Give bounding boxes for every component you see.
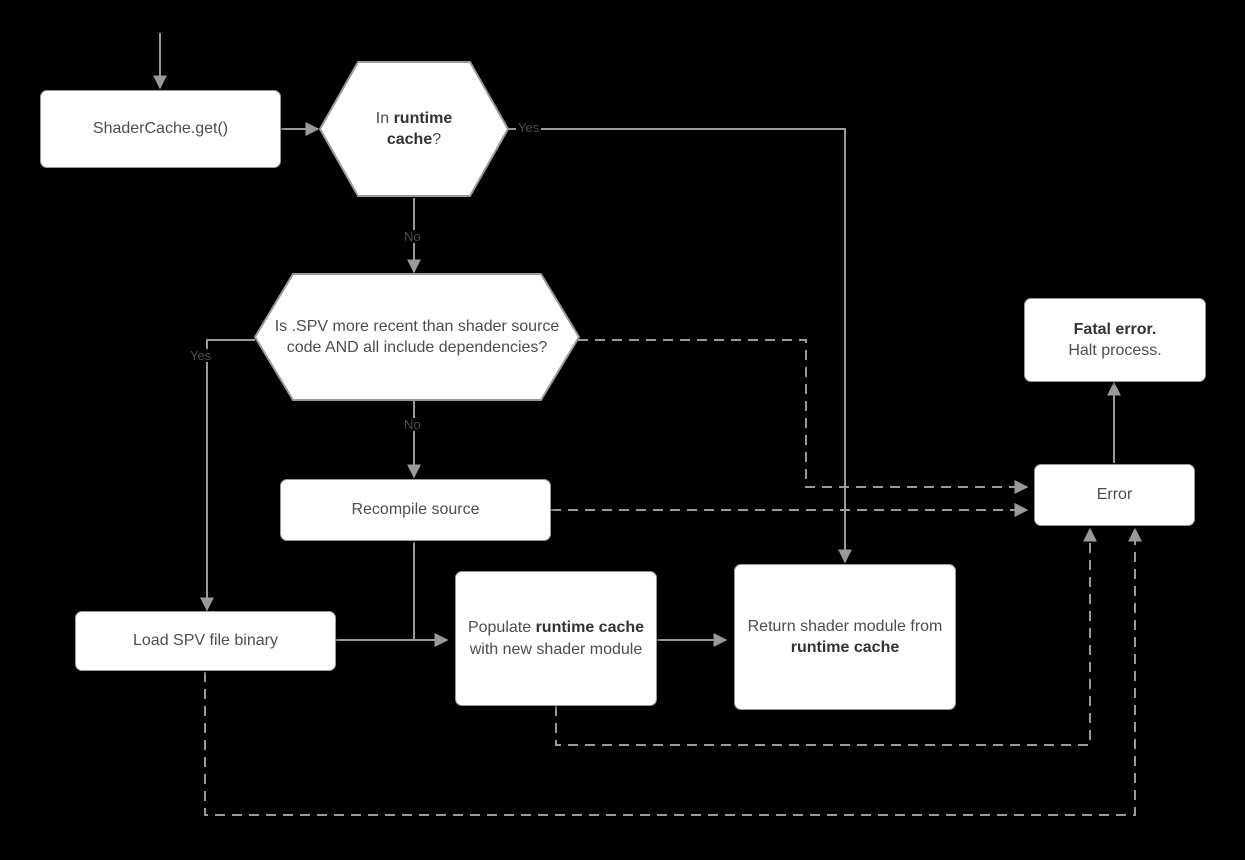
node-return-shader-module[interactable] bbox=[734, 564, 956, 710]
edge-label-no-runtime-cache: No bbox=[404, 229, 421, 244]
node-label: Fatal error. Halt process. bbox=[1068, 320, 1162, 359]
node-label: ShaderCache.get() bbox=[92, 120, 229, 138]
edge-label-yes-runtime-cache: Yes bbox=[518, 120, 540, 135]
node-label: Populate runtime cache with new shader module bbox=[467, 619, 645, 658]
node-label: Is .SPV more recent than shader source code AND all include dependencies? bbox=[274, 317, 560, 356]
node-error[interactable] bbox=[1034, 464, 1195, 526]
node-shadercache-get[interactable] bbox=[40, 90, 281, 168]
node-label: Error bbox=[1096, 486, 1133, 504]
node-label: Return shader module from runtime cache bbox=[747, 617, 943, 656]
node-in-runtime-cache[interactable] bbox=[318, 60, 510, 198]
node-spv-recent-check[interactable] bbox=[253, 272, 581, 402]
node-recompile-source[interactable] bbox=[280, 479, 551, 541]
node-populate-runtime-cache[interactable] bbox=[455, 571, 657, 706]
edge-label-yes-spv: Yes bbox=[190, 348, 212, 363]
node-load-spv-binary[interactable] bbox=[75, 611, 336, 671]
node-label: Recompile source bbox=[351, 501, 480, 519]
node-label: In runtime cache? bbox=[375, 109, 453, 148]
node-label: Load SPV file binary bbox=[133, 632, 278, 650]
node-fatal-error[interactable] bbox=[1024, 298, 1206, 382]
edge-label-no-spv: No bbox=[404, 417, 421, 432]
